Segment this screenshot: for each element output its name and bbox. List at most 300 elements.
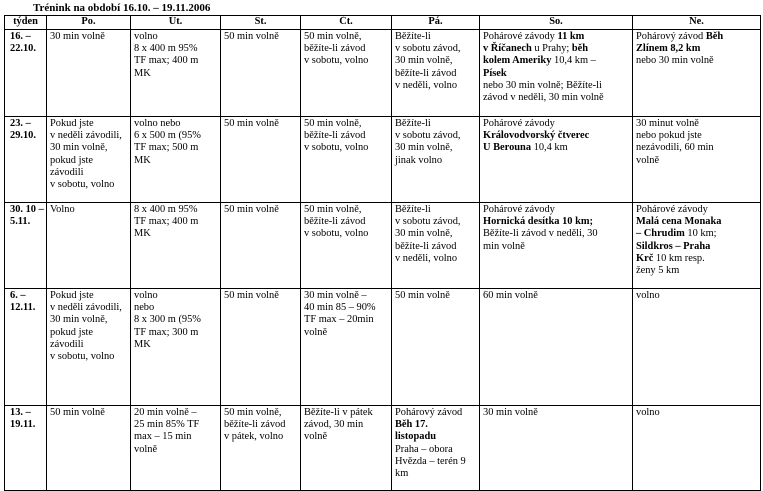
text-run: ženy 5 km	[636, 265, 680, 277]
cell-line	[10, 419, 44, 431]
header-saturday: So.	[480, 16, 633, 30]
cell-line	[636, 43, 758, 55]
cell-line	[395, 444, 477, 456]
text-run: volno nebo	[134, 118, 181, 129]
cell-line	[483, 43, 630, 55]
cell-line	[304, 130, 389, 142]
text-run: U Berouna	[483, 142, 532, 154]
text-run: Běžíte-li v pátek	[304, 407, 373, 418]
text-run: 10,4 km	[531, 142, 568, 154]
cell-line	[395, 55, 477, 67]
text-run: běžíte-li závod	[224, 419, 286, 431]
text-run: 11 km	[557, 31, 585, 42]
text-run: v sobotu, volno	[50, 351, 115, 363]
week-cell	[5, 117, 47, 203]
cell-line	[134, 68, 218, 80]
cell-line	[224, 31, 298, 43]
text-run: běžíte-li závod	[304, 43, 366, 55]
cell-line	[483, 118, 630, 130]
text-run: 13. –	[10, 407, 31, 418]
cell-line	[483, 241, 630, 253]
cell-line	[304, 55, 389, 67]
cell-line	[134, 327, 218, 339]
text-run: běžíte-li závod	[304, 130, 366, 142]
text-run: 30. 10 –	[10, 204, 44, 215]
text-run: Písek	[483, 67, 507, 79]
text-run: TF max; 400 m	[134, 216, 199, 228]
cell-wednesday	[221, 406, 301, 491]
cell-line	[304, 31, 389, 43]
cell-line	[50, 314, 128, 326]
cell-line	[304, 431, 389, 443]
text-run: volně	[304, 431, 328, 443]
cell-line	[483, 55, 630, 67]
cell-line	[636, 118, 758, 130]
text-run: Běžíte-li závod v neděli, 30	[483, 228, 598, 240]
text-run: 20 min volně –	[134, 407, 197, 418]
cell-sunday	[633, 203, 761, 289]
cell-saturday	[480, 289, 633, 406]
text-run: u Prahy;	[531, 43, 572, 55]
cell-line	[50, 179, 128, 191]
cell-line	[10, 216, 44, 228]
text-run: v sobotu, volno	[304, 55, 369, 67]
cell-line	[483, 31, 630, 43]
cell-line	[395, 31, 477, 43]
cell-sunday	[633, 117, 761, 203]
cell-line	[10, 204, 44, 216]
cell-line	[483, 407, 630, 419]
text-run: závodili	[50, 166, 84, 178]
cell-line	[304, 228, 389, 240]
cell-monday	[47, 406, 131, 491]
cell-line	[50, 31, 128, 43]
text-run: volno	[636, 290, 660, 301]
header-row	[5, 16, 761, 30]
cell-line	[636, 216, 758, 228]
text-run: 30 min volně	[50, 31, 105, 42]
cell-line	[483, 228, 630, 240]
text-run: volno	[134, 31, 158, 42]
cell-line	[636, 55, 758, 67]
cell-line	[395, 241, 477, 253]
cell-line	[483, 130, 630, 142]
cell-line	[134, 290, 218, 302]
text-run: v sobotu, volno	[304, 228, 369, 240]
text-run: v Říčanech	[483, 43, 532, 55]
text-run: TF max; 400 m	[134, 55, 199, 67]
cell-monday	[47, 30, 131, 117]
text-run: 30 min volně	[483, 407, 538, 418]
text-run: 30 min volně,	[395, 228, 453, 240]
text-run: 29.10.	[10, 130, 36, 142]
header-monday: Po.	[47, 16, 131, 30]
week-cell	[5, 406, 47, 491]
text-run: 50 min volně	[395, 290, 450, 301]
cell-line	[636, 142, 758, 154]
text-run: volno	[134, 290, 158, 301]
text-run: 50 min volně	[224, 204, 279, 215]
cell-line	[483, 290, 630, 302]
cell-line	[134, 431, 218, 443]
cell-line	[224, 407, 298, 419]
cell-line	[134, 419, 218, 431]
cell-line	[636, 130, 758, 142]
text-run: v sobotu, volno	[304, 142, 369, 154]
text-run: MK	[134, 338, 151, 350]
text-run: 30 min volně,	[395, 142, 453, 154]
cell-line	[395, 80, 477, 92]
text-run: Běh	[705, 31, 724, 42]
text-run: v pátek, volno	[224, 431, 284, 443]
cell-line	[483, 216, 630, 228]
cell-line	[395, 253, 477, 265]
cell-monday	[47, 203, 131, 289]
cell-tuesday	[131, 117, 221, 203]
text-run: Pohárové závody	[483, 204, 555, 215]
text-run: Hornická desítka 10 km;	[483, 216, 593, 228]
cell-line	[483, 80, 630, 92]
cell-line	[50, 155, 128, 167]
cell-line	[304, 204, 389, 216]
cell-line	[10, 130, 44, 142]
text-run: km	[395, 468, 409, 480]
cell-line	[636, 155, 758, 167]
text-run: Běžíte-li	[395, 31, 431, 42]
text-run: v neděli závodili,	[50, 130, 122, 142]
cell-saturday	[480, 117, 633, 203]
header-friday: Pá.	[392, 16, 480, 30]
header-tuesday: Út.	[131, 16, 221, 30]
header-sunday: Ne.	[633, 16, 761, 30]
text-run: 25 min 85% TF	[134, 419, 200, 431]
text-run: Běžíte-li	[395, 204, 431, 215]
text-run: v sobotu závod,	[395, 216, 461, 228]
cell-line	[10, 31, 44, 43]
text-run: 50 min volně,	[304, 31, 362, 42]
cell-line	[134, 142, 218, 154]
cell-line	[50, 407, 128, 419]
text-run: 30 min volně,	[50, 314, 108, 326]
cell-line	[134, 155, 218, 167]
text-run: 50 min volně,	[224, 407, 282, 418]
text-run: nebo	[134, 302, 155, 314]
cell-saturday	[480, 30, 633, 117]
text-run: 8 x 300 m (95%	[134, 314, 201, 326]
cell-line	[304, 327, 389, 339]
cell-line	[395, 43, 477, 55]
text-run: TF max; 300 m	[134, 326, 199, 338]
cell-line	[636, 253, 758, 265]
cell-line	[224, 419, 298, 431]
text-run: 10,4 km –	[551, 55, 596, 67]
cell-line	[304, 142, 389, 154]
cell-line	[304, 314, 389, 326]
text-run: Pohárové závody	[483, 31, 558, 42]
cell-line	[636, 407, 758, 419]
text-run: 50 min volně	[224, 31, 279, 42]
cell-line	[395, 204, 477, 216]
text-run: 8 x 400 m 95%	[134, 43, 198, 55]
text-run: 50 min volně,	[304, 204, 362, 215]
text-run: MK	[134, 154, 151, 166]
text-run: v neděli, volno	[395, 252, 458, 264]
cell-line	[134, 118, 218, 130]
cell-monday	[47, 289, 131, 406]
cell-line	[483, 204, 630, 216]
cell-line	[134, 31, 218, 43]
text-run: max – 15 min	[134, 431, 192, 443]
text-run: Zlínem 8,2 km	[636, 43, 701, 55]
cell-line	[10, 118, 44, 130]
cell-line	[134, 130, 218, 142]
text-run: 50 min volně	[50, 407, 105, 418]
cell-line	[395, 456, 477, 468]
cell-line	[10, 43, 44, 55]
cell-line	[395, 68, 477, 80]
cell-line	[50, 142, 128, 154]
cell-thursday	[301, 203, 392, 289]
text-run: běh	[571, 43, 589, 55]
cell-line	[134, 228, 218, 240]
text-run: v neděli, volno	[395, 79, 458, 91]
text-run: Pohárové závody	[483, 118, 555, 129]
text-run: nebo 30 min volně	[636, 55, 714, 67]
cell-line	[395, 468, 477, 480]
cell-line	[395, 407, 477, 419]
text-run: Běh 17.	[395, 419, 428, 431]
cell-thursday	[301, 289, 392, 406]
cell-line	[304, 302, 389, 314]
cell-line	[50, 118, 128, 130]
text-run: volně	[636, 154, 660, 166]
cell-line	[10, 290, 44, 302]
cell-line	[636, 290, 758, 302]
cell-line	[134, 204, 218, 216]
text-run: závod v neděli, 30 min volně	[483, 92, 604, 104]
cell-line	[395, 118, 477, 130]
cell-line	[10, 407, 44, 419]
cell-tuesday	[131, 289, 221, 406]
page-title: Trénink na období 16.10. – 19.11.2006	[33, 2, 211, 14]
cell-friday	[392, 117, 480, 203]
cell-line	[224, 204, 298, 216]
cell-friday	[392, 289, 480, 406]
cell-line	[304, 407, 389, 419]
cell-line	[224, 118, 298, 130]
text-run: 23. –	[10, 118, 31, 129]
week-cell	[5, 289, 47, 406]
text-run: volně	[134, 443, 158, 455]
text-run: běžíte-li závod	[304, 216, 366, 228]
cell-line	[395, 216, 477, 228]
cell-line	[395, 228, 477, 240]
text-run: 30 min volně –	[304, 290, 367, 301]
table-row	[5, 289, 761, 406]
cell-monday	[47, 117, 131, 203]
text-run: TF max – 20min	[304, 314, 374, 326]
text-run: v sobotu závod,	[395, 130, 461, 142]
text-run: 50 min volně	[224, 118, 279, 129]
cell-line	[395, 419, 477, 431]
text-run: min volně	[483, 240, 525, 252]
text-run: v neděli závodili,	[50, 302, 122, 314]
text-run: nezávodili, 60 min	[636, 142, 714, 154]
text-run: TF max; 500 m	[134, 142, 199, 154]
table-row	[5, 203, 761, 289]
text-run: 30 minut volně	[636, 118, 699, 129]
text-run: Hvězda – terén 9	[395, 455, 466, 467]
cell-line	[395, 431, 477, 443]
cell-tuesday	[131, 406, 221, 491]
cell-line	[636, 265, 758, 277]
text-run: 19.11.	[10, 419, 36, 431]
text-run: 6 x 500 m (95%	[134, 130, 201, 142]
text-run: Pohárový závod	[395, 407, 463, 418]
text-run: pokud jste	[50, 326, 94, 338]
text-run: Praha – obora	[395, 443, 453, 455]
table-row	[5, 117, 761, 203]
text-run: – Chrudim	[636, 228, 685, 240]
text-run: 30 min volně,	[50, 142, 108, 154]
cell-thursday	[301, 30, 392, 117]
cell-line	[10, 302, 44, 314]
cell-sunday	[633, 30, 761, 117]
week-cell	[5, 203, 47, 289]
cell-line	[636, 241, 758, 253]
cell-line	[50, 130, 128, 142]
text-run: Malá cena Monaka	[636, 216, 722, 228]
cell-line	[50, 339, 128, 351]
cell-line	[304, 290, 389, 302]
text-run: 6. –	[10, 290, 26, 301]
cell-line	[50, 204, 128, 216]
table-row	[5, 30, 761, 117]
cell-line	[636, 31, 758, 43]
text-run: 22.10.	[10, 43, 36, 55]
training-table	[4, 15, 761, 491]
text-run: v sobotu, volno	[50, 179, 115, 191]
cell-friday	[392, 406, 480, 491]
text-run: v sobotu závod,	[395, 43, 461, 55]
cell-line	[636, 204, 758, 216]
text-run: 10 km resp.	[653, 252, 705, 264]
cell-line	[134, 407, 218, 419]
cell-line	[50, 167, 128, 179]
text-run: 5.11.	[10, 216, 31, 228]
text-run: volno	[636, 407, 660, 418]
week-cell	[5, 30, 47, 117]
table-row	[5, 406, 761, 491]
cell-line	[304, 43, 389, 55]
text-run: MK	[134, 67, 151, 79]
text-run: Pokud jste	[50, 290, 94, 301]
cell-wednesday	[221, 203, 301, 289]
cell-line	[395, 155, 477, 167]
text-run: 50 min volně,	[304, 118, 362, 129]
text-run: 30 min volně,	[395, 55, 453, 67]
cell-line	[304, 419, 389, 431]
text-run: Volno	[50, 204, 75, 215]
header-wednesday: St.	[221, 16, 301, 30]
cell-sunday	[633, 289, 761, 406]
cell-line	[483, 142, 630, 154]
cell-saturday	[480, 203, 633, 289]
cell-wednesday	[221, 117, 301, 203]
cell-thursday	[301, 117, 392, 203]
text-run: Královodvorský čtverec	[483, 130, 590, 142]
text-run: běžíte-li závod	[395, 240, 457, 252]
cell-line	[636, 228, 758, 240]
cell-wednesday	[221, 289, 301, 406]
cell-saturday	[480, 406, 633, 491]
text-run: 10 km;	[684, 228, 717, 240]
cell-line	[395, 142, 477, 154]
cell-line	[50, 302, 128, 314]
text-run: 60 min volně	[483, 290, 538, 301]
cell-line	[395, 290, 477, 302]
text-run: listopadu	[395, 431, 437, 443]
text-run: Pohárové závody	[636, 204, 708, 215]
cell-line	[304, 216, 389, 228]
cell-line	[134, 302, 218, 314]
text-run: závodili	[50, 338, 84, 350]
cell-line	[395, 130, 477, 142]
cell-tuesday	[131, 30, 221, 117]
text-run: Běžíte-li	[395, 118, 431, 129]
cell-thursday	[301, 406, 392, 491]
cell-line	[134, 55, 218, 67]
cell-line	[134, 216, 218, 228]
cell-line	[134, 314, 218, 326]
cell-line	[134, 444, 218, 456]
cell-line	[134, 339, 218, 351]
cell-line	[304, 118, 389, 130]
cell-line	[224, 290, 298, 302]
cell-line	[50, 327, 128, 339]
text-run: nebo 30 min volně; Běžíte-li	[483, 79, 602, 91]
text-run: 12.11.	[10, 302, 36, 314]
text-run: 40 min 85 – 90%	[304, 302, 376, 314]
text-run: kolem Ameriky	[483, 55, 552, 67]
text-run: MK	[134, 228, 151, 240]
cell-line	[224, 431, 298, 443]
cell-tuesday	[131, 203, 221, 289]
text-run: pokud jste	[50, 154, 94, 166]
header-week: týden	[5, 16, 47, 30]
text-run: volně	[304, 326, 328, 338]
header-thursday: Čt.	[301, 16, 392, 30]
text-run: běžíte-li závod	[395, 67, 457, 79]
cell-line	[50, 290, 128, 302]
cell-line	[50, 351, 128, 363]
cell-line	[134, 43, 218, 55]
text-run: Pohárový závod	[636, 31, 706, 42]
text-run: 8 x 400 m 95%	[134, 204, 198, 215]
text-run: Sildkros – Praha	[636, 240, 711, 252]
cell-friday	[392, 203, 480, 289]
text-run: Pokud jste	[50, 118, 94, 129]
text-run: závod, 30 min	[304, 419, 364, 431]
text-run: 50 min volně	[224, 290, 279, 301]
text-run: nebo pokud jste	[636, 130, 702, 142]
cell-line	[483, 68, 630, 80]
cell-wednesday	[221, 30, 301, 117]
cell-line	[483, 92, 630, 104]
text-run: 16. –	[10, 31, 31, 42]
cell-sunday	[633, 406, 761, 491]
text-run: jinak volno	[395, 154, 443, 166]
